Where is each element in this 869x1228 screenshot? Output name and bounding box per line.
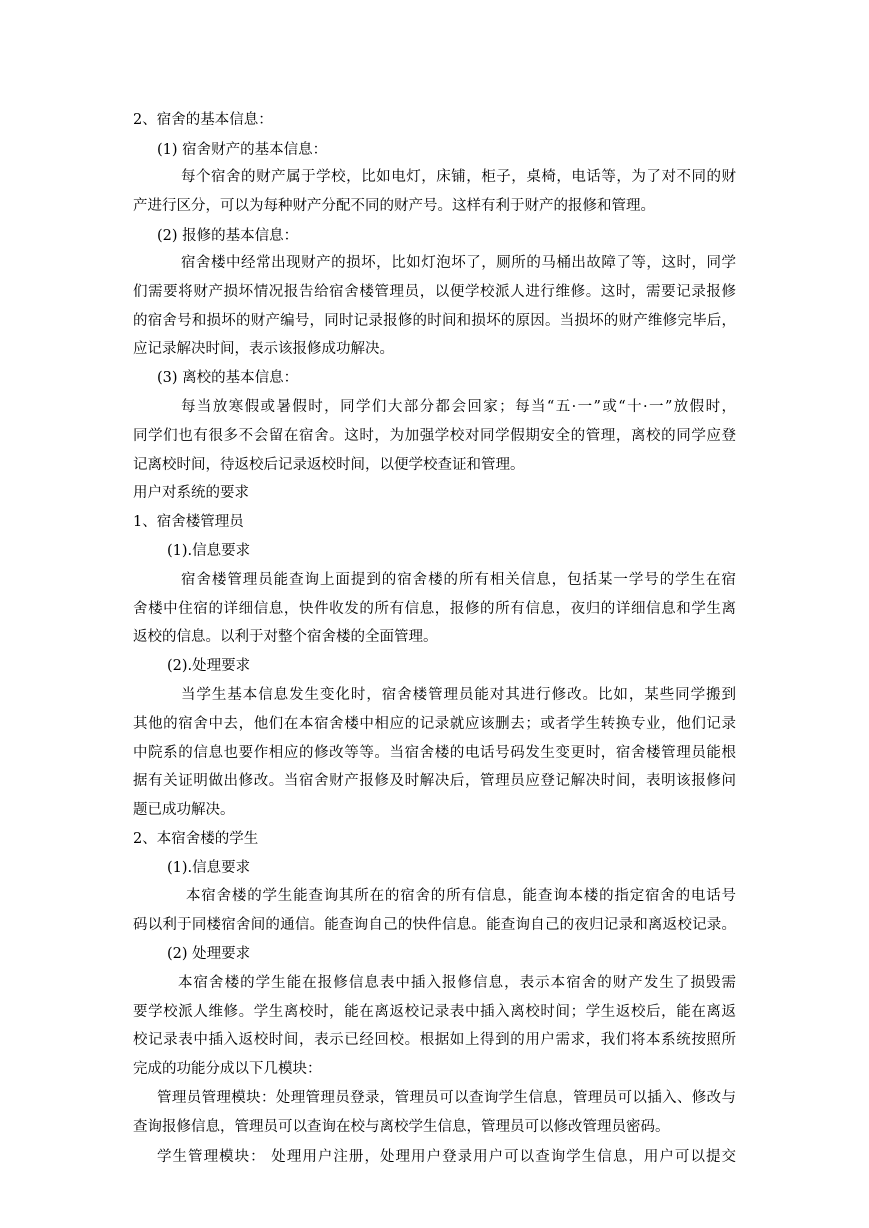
paragraph-line: 应记录解决时间，表示该报修成功解决。 — [133, 341, 394, 357]
paragraph-line: 校记录表中插入返校时间，表示已经回校。根据如上得到的用户需求，我们将本系统按照所 — [133, 1032, 736, 1048]
section-heading: 2、本宿舍楼的学生 — [133, 831, 259, 847]
paragraph-line: 们需要将财产损坏情况报告给宿舍楼管理员，以便学校派人进行维修。这时，需要记录报修 — [133, 284, 736, 300]
paragraph-line: 中院系的信息也要作相应的修改等等。当宿舍楼的电话号码发生变更时，宿舍楼管理员能根 — [133, 745, 736, 761]
subsection-heading: (1) 宿舍财产的基本信息： — [157, 142, 328, 158]
paragraph-line: 记离校时间，待返校后记录返校时间，以便学校查证和管理。 — [133, 457, 525, 473]
subsection-heading: (2) 报修的基本信息： — [157, 228, 299, 244]
subsection-heading: (2) 处理要求 — [167, 946, 251, 962]
subsection-heading: (1).信息要求 — [167, 860, 251, 876]
paragraph-line: 学生管理模块： 处理用户注册，处理用户登录用户可以查询学生信息，用户可以提交 — [157, 1149, 736, 1165]
paragraph-line: 要学校派人维修。学生离校时，能在离返校记录表中插入离校时间；学生返校后，能在离返 — [133, 1004, 736, 1020]
paragraph-line: 每当放寒假或暑假时，同学们大部分都会回家；每当“五·一”或“十·一”放假时， — [181, 399, 736, 415]
paragraph-line: 宿舍楼中经常出现财产的损坏，比如灯泡坏了，厕所的马桶出故障了等，这时，同学 — [181, 255, 736, 271]
paragraph-line: 本宿舍楼的学生能在报修信息表中插入报修信息，表示本宿舍的财产发生了损毁需 — [178, 975, 736, 991]
paragraph-line: 当学生基本信息发生变化时，宿舍楼管理员能对其进行修改。比如，某些同学搬到 — [181, 687, 736, 703]
paragraph-line: 返校的信息。以利于对整个宿舍楼的全面管理。 — [133, 629, 438, 645]
paragraph-line: 完成的功能分成以下几模块： — [133, 1061, 322, 1077]
subsection-heading: (3) 离校的基本信息： — [157, 370, 299, 386]
section-heading: 2、宿舍的基本信息： — [133, 112, 273, 128]
subsection-heading: (1).信息要求 — [167, 543, 251, 559]
paragraph-line: 舍楼中住宿的详细信息，快件收发的所有信息，报修的所有信息，夜归的详细信息和学生离 — [133, 601, 736, 617]
paragraph-line: 据有关证明做出修改。当宿舍财产报修及时解决后，管理员应登记解决时间，表明该报修问 — [133, 773, 736, 789]
paragraph-line: 的宿舍号和损坏的财产编号，同时记录报修的时间和损坏的原因。当损坏的财产维修完毕后， — [133, 313, 736, 329]
paragraph-line: 题已成功解决。 — [133, 802, 235, 818]
paragraph-line: 同学们也有很多不会留在宿舍。这时，为加强学校对同学假期安全的管理，离校的同学应登 — [133, 428, 736, 444]
paragraph-line: 码以利于同楼宿舍间的通信。能查询自己的快件信息。能查询自己的夜归记录和离返校记录。 — [133, 917, 736, 933]
paragraph-line: 其他的宿舍中去，他们在本宿舍楼中相应的记录就应该删去；或者学生转换专业，他们记录 — [133, 716, 736, 732]
paragraph-line: 查询报修信息，管理员可以查询在校与离校学生信息，管理员可以修改管理员密码。 — [133, 1119, 670, 1135]
paragraph-line: 管理员管理模块：处理管理员登录，管理员可以查询学生信息，管理员可以插入、修改与 — [157, 1090, 736, 1106]
subsection-heading: (2).处理要求 — [167, 658, 251, 674]
paragraph-line: 宿舍楼管理员能查询上面提到的宿舍楼的所有相关信息，包括某一学号的学生在宿 — [181, 572, 736, 588]
section-heading: 用户对系统的要求 — [133, 485, 249, 501]
section-heading: 1、宿舍楼管理员 — [133, 514, 244, 530]
paragraph-line: 本宿舍楼的学生能查询其所在的宿舍的所有信息，能查询本楼的指定宿舍的电话号 — [186, 888, 736, 904]
paragraph-line: 产进行区分，可以为每种财产分配不同的财产号。这样有利于财产的报修和管理。 — [133, 198, 655, 214]
paragraph-line: 每个宿舍的财产属于学校，比如电灯，床铺，柜子，桌椅，电话等，为了对不同的财 — [181, 169, 736, 185]
